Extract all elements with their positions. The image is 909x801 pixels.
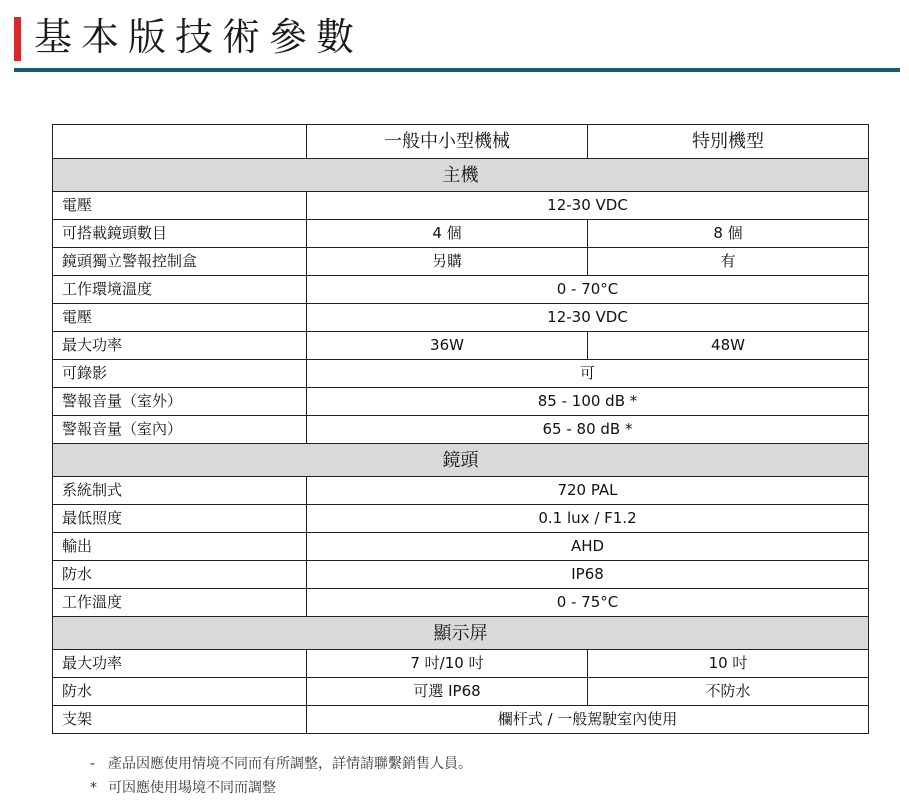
row-value: 12-30 VDC bbox=[307, 304, 869, 332]
row-value: 0.1 lux / F1.2 bbox=[307, 505, 869, 533]
table-row bbox=[53, 678, 869, 706]
table-row bbox=[53, 332, 869, 360]
row-value: 36W bbox=[307, 332, 588, 360]
table-row bbox=[53, 248, 869, 276]
row-value: 12-30 VDC bbox=[307, 192, 869, 220]
row-value: 48W bbox=[588, 332, 869, 360]
row-label: 防水 bbox=[53, 561, 307, 589]
row-label: 鏡頭獨立警報控制盒 bbox=[53, 248, 307, 276]
row-value: 有 bbox=[588, 248, 869, 276]
row-label: 電壓 bbox=[53, 192, 307, 220]
title-accent-bar bbox=[14, 17, 21, 61]
row-label: 工作環境溫度 bbox=[53, 276, 307, 304]
footnote bbox=[90, 752, 472, 776]
table-row bbox=[53, 416, 869, 444]
row-value: 可 bbox=[307, 360, 869, 388]
row-label: 輸出 bbox=[53, 533, 307, 561]
row-label: 最大功率 bbox=[53, 332, 307, 360]
table-row bbox=[53, 561, 869, 589]
table-header-row bbox=[53, 125, 869, 159]
row-value: 10 吋 bbox=[588, 650, 869, 678]
row-label: 系統制式 bbox=[53, 477, 307, 505]
row-value: 可選 IP68 bbox=[307, 678, 588, 706]
row-label: 可搭載鏡頭數目 bbox=[53, 220, 307, 248]
row-value: 7 吋/10 吋 bbox=[307, 650, 588, 678]
section-header-row bbox=[53, 159, 869, 192]
row-label: 工作溫度 bbox=[53, 589, 307, 617]
row-value: 0 - 75°C bbox=[307, 589, 869, 617]
row-label: 可錄影 bbox=[53, 360, 307, 388]
table-row bbox=[53, 650, 869, 678]
table-row bbox=[53, 304, 869, 332]
row-label: 防水 bbox=[53, 678, 307, 706]
row-value: 720 PAL bbox=[307, 477, 869, 505]
section-header-row bbox=[53, 617, 869, 650]
table-row bbox=[53, 360, 869, 388]
row-label: 電壓 bbox=[53, 304, 307, 332]
page-title: 基本版技術參數 bbox=[34, 15, 364, 59]
row-value: 4 個 bbox=[307, 220, 588, 248]
footnote-text: 可因應使用場境不同而調整 bbox=[108, 780, 276, 796]
section-title: 顯示屏 bbox=[53, 617, 869, 650]
row-value: IP68 bbox=[307, 561, 869, 589]
row-value: 65 - 80 dB * bbox=[307, 416, 869, 444]
table-row bbox=[53, 477, 869, 505]
footnote-marker: * bbox=[90, 780, 97, 796]
row-value: 8 個 bbox=[588, 220, 869, 248]
footnote-marker: - bbox=[90, 756, 96, 772]
footnote bbox=[90, 776, 472, 800]
footnote-text: 產品因應使用情境不同而有所調整，詳情請聯繫銷售人員。 bbox=[108, 756, 472, 772]
row-label: 警報音量（室外） bbox=[53, 388, 307, 416]
table-row bbox=[53, 505, 869, 533]
table-row bbox=[53, 706, 869, 734]
row-value: 85 - 100 dB * bbox=[307, 388, 869, 416]
row-label: 支架 bbox=[53, 706, 307, 734]
row-value: 另購 bbox=[307, 248, 588, 276]
table-row bbox=[53, 533, 869, 561]
row-label: 最大功率 bbox=[53, 650, 307, 678]
row-value: 0 - 70°C bbox=[307, 276, 869, 304]
row-value: 不防水 bbox=[588, 678, 869, 706]
header-divider bbox=[14, 68, 900, 72]
page-header bbox=[0, 0, 909, 80]
table-row bbox=[53, 276, 869, 304]
section-title: 鏡頭 bbox=[53, 444, 869, 477]
footnotes bbox=[90, 752, 472, 800]
section-title: 主機 bbox=[53, 159, 869, 192]
column-header: 特別機型 bbox=[588, 125, 869, 159]
column-header: 一般中小型機械 bbox=[307, 125, 588, 159]
row-value: AHD bbox=[307, 533, 869, 561]
column-header bbox=[53, 125, 307, 159]
table-row bbox=[53, 589, 869, 617]
row-value: 欄杆式 / 一般駕駛室內使用 bbox=[307, 706, 869, 734]
table-row bbox=[53, 192, 869, 220]
table-row bbox=[53, 220, 869, 248]
table-row bbox=[53, 388, 869, 416]
row-label: 警報音量（室內） bbox=[53, 416, 307, 444]
spec-table bbox=[52, 124, 869, 734]
row-label: 最低照度 bbox=[53, 505, 307, 533]
section-header-row bbox=[53, 444, 869, 477]
